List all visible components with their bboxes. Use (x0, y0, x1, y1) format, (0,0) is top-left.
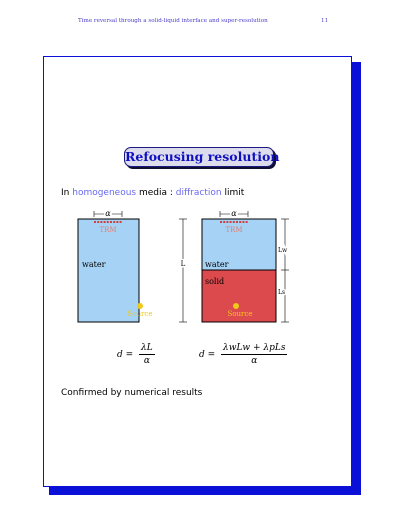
water-tank (78, 219, 139, 322)
statement-suffix: limit (221, 188, 245, 198)
formula-lhs-right: d = (199, 350, 216, 360)
alpha-label-right: α (231, 209, 237, 218)
running-header (0, 18, 400, 30)
formula-denominator: α (143, 356, 150, 366)
formula-numerator: λL (141, 343, 153, 353)
formula-fraction-right (221, 342, 287, 367)
resolution-diagram (44, 57, 353, 488)
source-dot (137, 303, 143, 309)
source-dot-right (233, 303, 239, 309)
water-label: water (82, 260, 106, 269)
formula-denominator-right: α (251, 356, 258, 366)
ls-label: Ls (278, 289, 286, 296)
length-label: L (180, 260, 186, 268)
right-diagram (202, 209, 289, 322)
water-label-right: water (205, 260, 229, 269)
statement-prefix: In (61, 188, 73, 198)
header-title: Time reversal through a solid-liquid interface and super-resolution (78, 18, 268, 24)
slide-title: Refocusing resolution (124, 147, 274, 167)
formula-homogeneous (117, 342, 155, 367)
trm-label: TRM (99, 226, 117, 234)
alpha-label: α (105, 209, 111, 218)
conclusion-text: Confirmed by numerical results (61, 388, 203, 398)
term-diffraction: diffraction (175, 188, 222, 198)
formula-lhs: d = (117, 350, 134, 360)
left-diagram (78, 209, 187, 322)
source-label: Source (127, 310, 153, 318)
formula-fraction (139, 342, 155, 367)
page-number: 11 (321, 18, 329, 24)
formula-layered (199, 342, 287, 367)
slide (43, 56, 352, 487)
statement-middle: media : (136, 188, 176, 198)
term-homogeneous: homogeneous (72, 188, 137, 198)
solid-label: solid (205, 277, 225, 286)
source-label-right: Source (227, 310, 253, 318)
formula-numerator-right: λwLw + λpLs (223, 343, 286, 353)
trm-label-right: TRM (225, 226, 243, 234)
lw-label: Lw (278, 247, 288, 254)
